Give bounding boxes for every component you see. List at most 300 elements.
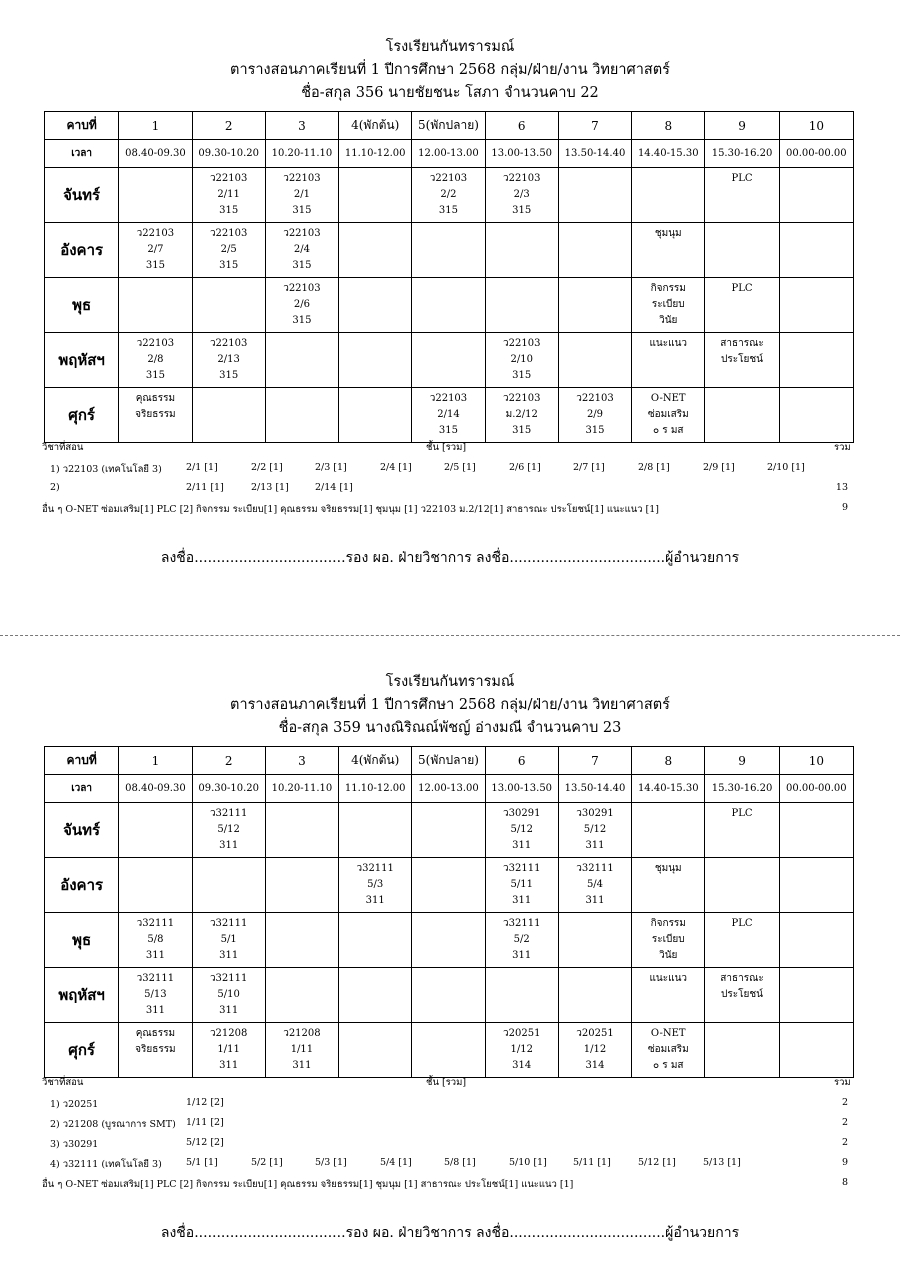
schedule-cell — [192, 223, 265, 278]
cell-line: ชุมนุม — [654, 228, 682, 239]
day-name: อังคาร — [45, 223, 119, 278]
school-name: โรงเรียนกันทรารมณ์ — [385, 674, 515, 690]
class-count: 5/2 [1] — [251, 1157, 283, 1168]
schedule-cell — [779, 858, 853, 913]
cell-line: 315 — [145, 260, 165, 271]
schedule-cell — [412, 278, 485, 333]
day-row — [45, 388, 854, 443]
schedule-cell — [265, 913, 338, 968]
time-slot: 15.30-16.20 — [705, 140, 779, 168]
schedule-cell — [265, 333, 338, 388]
cell-line: 315 — [512, 370, 532, 381]
cell-line: ว22103 — [283, 283, 321, 294]
schedule-cell — [632, 913, 705, 968]
cell-line: จริยธรรม — [135, 409, 176, 420]
cell-line: ประโยชน์ — [721, 354, 763, 365]
schedule-cell — [632, 1023, 705, 1078]
class-count: 2/9 [1] — [703, 462, 735, 473]
summary-total-header: รวม — [834, 1077, 851, 1088]
subject-total: 2 — [841, 1137, 848, 1148]
cell-line: 315 — [512, 205, 532, 216]
schedule-cell — [632, 803, 705, 858]
schedule-cell — [192, 278, 265, 333]
period-number: 4(พักต้น) — [339, 112, 412, 140]
cell-line: 5/8 — [147, 934, 164, 945]
day-row — [45, 913, 854, 968]
cell-line: 1/11 — [290, 1044, 314, 1055]
time-slot: 11.10-12.00 — [339, 140, 412, 168]
time-row — [45, 775, 854, 803]
cell-line: 5/12 — [583, 824, 607, 835]
schedule-cell — [705, 278, 779, 333]
cell-line: ว32111 — [503, 863, 541, 874]
cell-line: ว21208 — [209, 1028, 248, 1039]
class-count: 1/12 [2] — [186, 1097, 224, 1108]
cell-line: ว22103 — [576, 393, 614, 404]
cell-line: สาธารณะ — [720, 338, 764, 349]
subject-total: 9 — [841, 1157, 848, 1168]
cell-line: สาธารณะ — [720, 973, 764, 984]
summary-row — [0, 1117, 900, 1135]
cell-line: 311 — [585, 895, 605, 906]
cell-line: 2/1 — [293, 189, 310, 200]
day-name: จันทร์ — [45, 168, 119, 223]
cell-line: ว20251 — [576, 1028, 614, 1039]
cell-line: 5/13 — [144, 989, 167, 1000]
day-row — [45, 803, 854, 858]
schedule-cell — [265, 168, 338, 223]
cell-line: 2/8 — [147, 354, 164, 365]
cell-line: PLC — [731, 283, 753, 294]
schedule-cell — [192, 913, 265, 968]
schedule-cell — [558, 913, 631, 968]
cell-line: 5/10 — [217, 989, 240, 1000]
cell-line: 315 — [292, 205, 312, 216]
other-activities: อื่น ๆ O-NET ซ่อมเสริม[1] PLC [2] กิจกรรม ระเบียบ[1] คุณธรรม จริยธรรม[1] ชุมนุม [1] ว22103 ม.2/12[1] สาธารณะ ประโยชน์[1] แนะแนว [1] — [42, 504, 660, 515]
cell-line: จริยธรรม — [135, 1044, 176, 1055]
other-total: 8 — [841, 1177, 848, 1188]
cell-line: แนะแนว — [649, 973, 688, 984]
period-number: 6 — [485, 747, 558, 775]
period-header-row — [45, 112, 854, 140]
schedule-cell — [558, 278, 631, 333]
other-activities: อื่น ๆ O-NET ซ่อมเสริม[1] PLC [2] กิจกรรม ระเบียบ[1] คุณธรรม จริยธรรม[1] ชุมนุม [1] สาธารณะ ประโยชน์[1] แนะแนว [1] — [42, 1179, 574, 1190]
period-number: 10 — [779, 747, 853, 775]
schedule-cell — [192, 1023, 265, 1078]
cell-line: 311 — [219, 950, 239, 961]
period-number: 3 — [265, 747, 338, 775]
schedule-cell — [485, 388, 558, 443]
cell-line: 311 — [365, 895, 385, 906]
teacher-line: ชื่อ-สกุล 356 นายชัยชนะ โสภา จำนวนคาบ 22 — [301, 85, 599, 101]
signature-line: ลงชื่อ..................................รอง ผอ. ฝ่ายวิชาการ ลงชื่อ...................................ผู้อำนวยการ — [160, 550, 740, 566]
cell-line: O-NET — [650, 1028, 686, 1039]
cell-line: 5/12 — [217, 824, 240, 835]
period-number: 4(พักต้น) — [339, 747, 412, 775]
period-number: 10 — [779, 112, 853, 140]
time-slot: 15.30-16.20 — [705, 775, 779, 803]
cell-line: ว22103 — [429, 173, 468, 184]
period-number: 5(พักปลาย) — [412, 112, 485, 140]
class-count: 5/12 [1] — [638, 1157, 676, 1168]
cell-line: ๐ ร มส — [652, 425, 684, 436]
schedule-cell — [192, 968, 265, 1023]
schedule-cell — [705, 223, 779, 278]
subject-total: 2 — [841, 1117, 848, 1128]
cell-line: ว22103 — [209, 173, 248, 184]
schedule-cell — [412, 223, 485, 278]
schedule-subtitle: ตารางสอนภาคเรียนที่ 1 ปีการศึกษา 2568 กลุ่ม/ฝ่าย/งาน วิทยาศาสตร์ — [230, 697, 670, 713]
summary-row — [0, 482, 900, 500]
other-activities-row — [0, 502, 900, 520]
time-slot: 00.00-00.00 — [779, 140, 853, 168]
schedule-cell — [339, 968, 412, 1023]
schedule-cell — [558, 223, 631, 278]
cell-line: ว32111 — [136, 918, 175, 929]
schedule-cell — [705, 913, 779, 968]
day-name: พุธ — [45, 278, 119, 333]
subject-label: 3) ว30291 — [50, 1139, 99, 1150]
subject-label: 4) ว32111 (เทคโนโลยี 3) — [50, 1159, 162, 1170]
schedule-cell — [632, 968, 705, 1023]
cell-line: 315 — [145, 370, 165, 381]
cell-line: 5/4 — [586, 879, 604, 890]
schedule-cell — [779, 968, 853, 1023]
period-number: 2 — [192, 747, 265, 775]
time-slot: 09.30-10.20 — [192, 140, 265, 168]
time-slot: 14.40-15.30 — [632, 140, 705, 168]
schedule-cell — [119, 803, 192, 858]
cell-line: 2/6 — [293, 299, 310, 310]
schedule-cell — [119, 388, 192, 443]
timetable-grid — [44, 111, 854, 443]
cell-line: 311 — [512, 895, 532, 906]
day-name: พฤหัสฯ — [45, 968, 119, 1023]
time-slot: 00.00-00.00 — [779, 775, 853, 803]
day-row — [45, 223, 854, 278]
cell-line: 2/9 — [586, 409, 604, 420]
schedule-cell — [632, 858, 705, 913]
schedule-cell — [705, 168, 779, 223]
schedule-cell — [119, 858, 192, 913]
cell-line: 2/7 — [147, 244, 164, 255]
schedule-cell — [779, 223, 853, 278]
time-slot: 12.00-13.00 — [412, 140, 485, 168]
schedule-cell — [779, 1023, 853, 1078]
signature-line: ลงชื่อ..................................รอง ผอ. ฝ่ายวิชาการ ลงชื่อ...................................ผู้อำนวยการ — [160, 1225, 740, 1241]
day-row — [45, 968, 854, 1023]
cell-line: 2/2 — [440, 189, 457, 200]
time-slot: 12.00-13.00 — [412, 775, 485, 803]
schedule-cell — [412, 168, 485, 223]
period-number: 9 — [705, 112, 779, 140]
schedule-cell — [705, 388, 779, 443]
schedule-cell — [119, 168, 192, 223]
cell-line: ว22103 — [503, 338, 541, 349]
schedule-cell — [265, 223, 338, 278]
subject-label: 2) — [50, 482, 60, 493]
day-name: พฤหัสฯ — [45, 333, 119, 388]
period-number: 1 — [119, 112, 192, 140]
schedule-cell — [119, 968, 192, 1023]
cell-line: กิจกรรม — [650, 283, 686, 294]
cell-line: ระเบียบ — [651, 299, 685, 310]
time-slot: 13.50-14.40 — [558, 775, 631, 803]
class-count: 2/8 [1] — [638, 462, 670, 473]
summary-total-header: รวม — [834, 442, 851, 453]
schedule-cell — [485, 168, 558, 223]
cell-line: 2/5 — [220, 244, 237, 255]
class-count: 2/2 [1] — [251, 462, 283, 473]
class-count: 5/4 [1] — [380, 1157, 412, 1168]
day-name: ศุกร์ — [45, 1023, 119, 1078]
cell-line: 311 — [145, 1005, 165, 1016]
time-slot: 11.10-12.00 — [339, 775, 412, 803]
schedule-cell — [265, 278, 338, 333]
class-count: 5/10 [1] — [509, 1157, 547, 1168]
period-number: 5(พักปลาย) — [412, 747, 485, 775]
summary-row — [0, 1097, 900, 1115]
class-count: 2/3 [1] — [315, 462, 347, 473]
subject-label: 2) ว21208 (บูรณาการ SMT) — [50, 1119, 176, 1130]
class-count: 5/12 [2] — [186, 1137, 224, 1148]
schedule-cell — [485, 858, 558, 913]
summary-subject-header: วิชาที่สอน — [42, 1077, 84, 1088]
period-number: 7 — [558, 747, 631, 775]
cell-line: ว32111 — [209, 808, 248, 819]
cell-line: 314 — [512, 1060, 532, 1071]
time-slot: 13.00-13.50 — [485, 140, 558, 168]
schedule-cell — [632, 278, 705, 333]
day-name: อังคาร — [45, 858, 119, 913]
cell-line: ว30291 — [576, 808, 614, 819]
schedule-cell — [558, 968, 631, 1023]
cell-line: ว32111 — [209, 973, 248, 984]
day-row — [45, 858, 854, 913]
schedule-cell — [412, 388, 485, 443]
schedule-cell — [558, 333, 631, 388]
time-label: เวลา — [45, 140, 119, 168]
time-slot: 10.20-11.10 — [265, 140, 338, 168]
schedule-cell — [192, 168, 265, 223]
schedule-cell — [265, 858, 338, 913]
schedule-cell — [265, 803, 338, 858]
cell-line: ม.2/12 — [505, 409, 538, 420]
teacher-line: ชื่อ-สกุล 359 นางณิริณณ์พัชญ์ อ่างมณี จำนวนคาบ 23 — [278, 720, 622, 736]
cell-line: แนะแนว — [649, 338, 688, 349]
class-count: 2/14 [1] — [315, 482, 353, 493]
schedule-cell — [265, 968, 338, 1023]
schedule-cell — [192, 858, 265, 913]
cell-line: 5/3 — [367, 879, 384, 890]
summary-row — [0, 1157, 900, 1175]
cell-line: ว22103 — [209, 338, 248, 349]
schedule-cell — [632, 333, 705, 388]
schedule-cell — [779, 388, 853, 443]
timetable-grid — [44, 746, 854, 1078]
cell-line: ว32111 — [503, 918, 541, 929]
cell-line: PLC — [731, 918, 753, 929]
cell-line: ว22103 — [503, 173, 541, 184]
class-count: 2/1 [1] — [186, 462, 218, 473]
day-row — [45, 278, 854, 333]
summary-classes-header: ชั้น [รวม] — [426, 1077, 467, 1088]
class-count: 2/6 [1] — [509, 462, 541, 473]
cell-line: 311 — [512, 840, 532, 851]
schedule-cell — [339, 858, 412, 913]
schedule-cell — [485, 333, 558, 388]
cell-line: ว32111 — [136, 973, 175, 984]
cell-line: 2/14 — [437, 409, 460, 420]
cell-line: ว32111 — [356, 863, 394, 874]
schedule-cell — [485, 803, 558, 858]
cell-line: 1/12 — [510, 1044, 533, 1055]
schedule-cell — [558, 388, 631, 443]
schedule-cell — [705, 333, 779, 388]
cell-line: ว22103 — [503, 393, 541, 404]
cell-line: 311 — [219, 1060, 239, 1071]
period-number: 1 — [119, 747, 192, 775]
subject-label: 1) ว20251 — [50, 1099, 99, 1110]
period-label: คาบที่ — [45, 112, 119, 140]
cell-line: 311 — [145, 950, 165, 961]
cell-line: 315 — [512, 425, 532, 436]
schedule-cell — [632, 223, 705, 278]
schedule-cell — [485, 1023, 558, 1078]
summary-subject-header: วิชาที่สอน — [42, 442, 84, 453]
class-count: 2/10 [1] — [767, 462, 805, 473]
cell-line: 315 — [438, 425, 458, 436]
cell-line: ระเบียบ — [651, 934, 685, 945]
cell-line: ว32111 — [576, 863, 614, 874]
schedule-cell — [339, 168, 412, 223]
schedule-cell — [192, 333, 265, 388]
cell-line: 315 — [292, 260, 312, 271]
cell-line: วินัย — [659, 950, 678, 961]
cell-line: PLC — [731, 173, 753, 184]
schedule-cell — [558, 803, 631, 858]
cell-line: 315 — [219, 370, 239, 381]
cell-line: ว21208 — [283, 1028, 321, 1039]
summary-row — [0, 1137, 900, 1155]
class-count: 2/7 [1] — [573, 462, 605, 473]
day-name: ศุกร์ — [45, 388, 119, 443]
cell-line: 2/10 — [510, 354, 533, 365]
cell-line: 314 — [585, 1060, 605, 1071]
schedule-cell — [412, 803, 485, 858]
time-slot: 13.00-13.50 — [485, 775, 558, 803]
schedule-cell — [779, 913, 853, 968]
schedule-cell — [779, 168, 853, 223]
cell-line: 311 — [585, 840, 605, 851]
day-row — [45, 1023, 854, 1078]
time-row — [45, 140, 854, 168]
cell-line: 1/12 — [583, 1044, 607, 1055]
schedule-cell — [119, 913, 192, 968]
day-row — [45, 168, 854, 223]
schedule-cell — [119, 278, 192, 333]
summary-header — [0, 1075, 900, 1093]
class-count: 2/4 [1] — [380, 462, 412, 473]
class-count: 2/11 [1] — [186, 482, 224, 493]
cell-line: 315 — [438, 205, 458, 216]
schedule-cell — [485, 223, 558, 278]
schedule-cell — [485, 278, 558, 333]
period-label: คาบที่ — [45, 747, 119, 775]
cell-line: ว22103 — [136, 338, 175, 349]
cell-line: 315 — [219, 205, 239, 216]
day-name: พุธ — [45, 913, 119, 968]
cell-line: ว22103 — [283, 173, 321, 184]
cell-line: ว22103 — [429, 393, 468, 404]
cell-line: คุณธรรม — [135, 393, 176, 404]
summary-classes-header: ชั้น [รวม] — [426, 442, 467, 453]
class-count: 5/8 [1] — [444, 1157, 476, 1168]
cell-line: ว22103 — [283, 228, 321, 239]
schedule-cell — [558, 1023, 631, 1078]
summary-row — [0, 462, 900, 480]
other-activities-row — [0, 1177, 900, 1195]
cell-line: ๐ ร มส — [652, 1060, 684, 1071]
schedule-cell — [779, 333, 853, 388]
cell-line: ซ่อมเสริม — [647, 1044, 689, 1055]
period-number: 2 — [192, 112, 265, 140]
schedule-cell — [412, 333, 485, 388]
period-number: 8 — [632, 112, 705, 140]
cell-line: 315 — [585, 425, 605, 436]
period-number: 7 — [558, 112, 631, 140]
time-label: เวลา — [45, 775, 119, 803]
school-name: โรงเรียนกันทรารมณ์ — [385, 39, 515, 55]
cut-divider — [0, 635, 900, 636]
cell-line: คุณธรรม — [135, 1028, 176, 1039]
time-slot: 14.40-15.30 — [632, 775, 705, 803]
cell-line: ว32111 — [209, 918, 248, 929]
schedule-cell — [412, 858, 485, 913]
cell-line: ว30291 — [503, 808, 541, 819]
class-count: 5/13 [1] — [703, 1157, 741, 1168]
schedule-cell — [119, 333, 192, 388]
schedule-cell — [339, 278, 412, 333]
cell-line: 311 — [219, 1005, 239, 1016]
cell-line: 5/11 — [510, 879, 533, 890]
day-name: จันทร์ — [45, 803, 119, 858]
cell-line: 2/3 — [513, 189, 530, 200]
cell-line: 5/1 — [220, 934, 237, 945]
cell-line: PLC — [731, 808, 753, 819]
cell-line: 5/12 — [510, 824, 533, 835]
schedule-cell — [779, 803, 853, 858]
period-number: 3 — [265, 112, 338, 140]
cell-line: 315 — [219, 260, 239, 271]
schedule-cell — [339, 913, 412, 968]
period-header-row — [45, 747, 854, 775]
cell-line: O-NET — [650, 393, 686, 404]
schedule-cell — [412, 968, 485, 1023]
schedule-cell — [192, 803, 265, 858]
schedule-cell — [779, 278, 853, 333]
schedule-cell — [632, 168, 705, 223]
cell-line: 315 — [292, 315, 312, 326]
other-total: 9 — [841, 502, 848, 513]
cell-line: 2/13 — [217, 354, 240, 365]
subject-label: 1) ว22103 (เทคโนโลยี 3) — [50, 464, 162, 475]
schedule-subtitle: ตารางสอนภาคเรียนที่ 1 ปีการศึกษา 2568 กลุ่ม/ฝ่าย/งาน วิทยาศาสตร์ — [230, 62, 670, 78]
cell-line: ว22103 — [136, 228, 175, 239]
cell-line: วินัย — [659, 315, 678, 326]
schedule-cell — [265, 1023, 338, 1078]
cell-line: 311 — [219, 840, 239, 851]
